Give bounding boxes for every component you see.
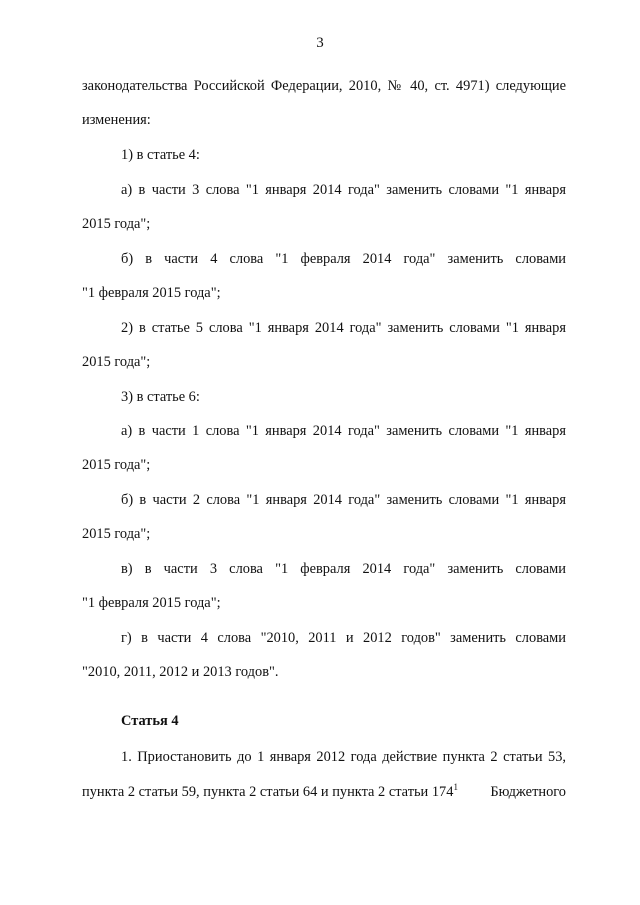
text-line: 2015 года"; — [82, 216, 151, 232]
text-line: а) в части 1 слова "1 января 2014 года" заменить словами "1 января — [121, 423, 566, 439]
text-line: в) в части 3 слова "1 февраля 2014 года" заменить словами — [121, 561, 566, 577]
text-line: "2010, 2011, 2012 и 2013 годов". — [82, 664, 279, 680]
list-item: 3) в статье 6: — [121, 389, 200, 405]
article-heading: Статья 4 — [121, 713, 179, 729]
text-line: б) в части 2 слова "1 января 2014 года" заменить словами "1 января — [121, 492, 566, 508]
text-line: законодательства Российской Федерации, 2010, № 40, ст. 4971) следующие — [82, 78, 566, 94]
superscript: 1 — [453, 782, 458, 793]
text-line: 2015 года"; — [82, 526, 151, 542]
text-line: 2015 года"; — [82, 457, 151, 473]
text-segment-end: Бюджетного — [490, 784, 566, 800]
page-number: 3 — [316, 35, 324, 51]
text-line: изменения: — [82, 112, 151, 128]
text-line: а) в части 3 слова "1 января 2014 года" заменить словами "1 января — [121, 182, 566, 198]
text-line: "1 февраля 2015 года"; — [82, 285, 221, 301]
text-line: 2) в статье 5 слова "1 января 2014 года" заменить словами "1 января — [121, 320, 566, 336]
text-line: г) в части 4 слова "2010, 2011 и 2012 годов" заменить словами — [121, 630, 566, 646]
text-line: "1 февраля 2015 года"; — [82, 595, 221, 611]
text-line: 1. Приостановить до 1 января 2012 года действие пункта 2 статьи 53, — [121, 749, 566, 765]
list-item: 1) в статье 4: — [121, 147, 200, 163]
text-line: 2015 года"; — [82, 354, 151, 370]
text-line: б) в части 4 слова "1 февраля 2014 года" заменить словами — [121, 251, 566, 267]
text-line — [82, 783, 566, 801]
text-segment-main: пункта 2 статьи 59, пункта 2 статьи 64 и пункта 2 статьи 174 — [82, 784, 454, 800]
text-segment — [82, 783, 458, 801]
